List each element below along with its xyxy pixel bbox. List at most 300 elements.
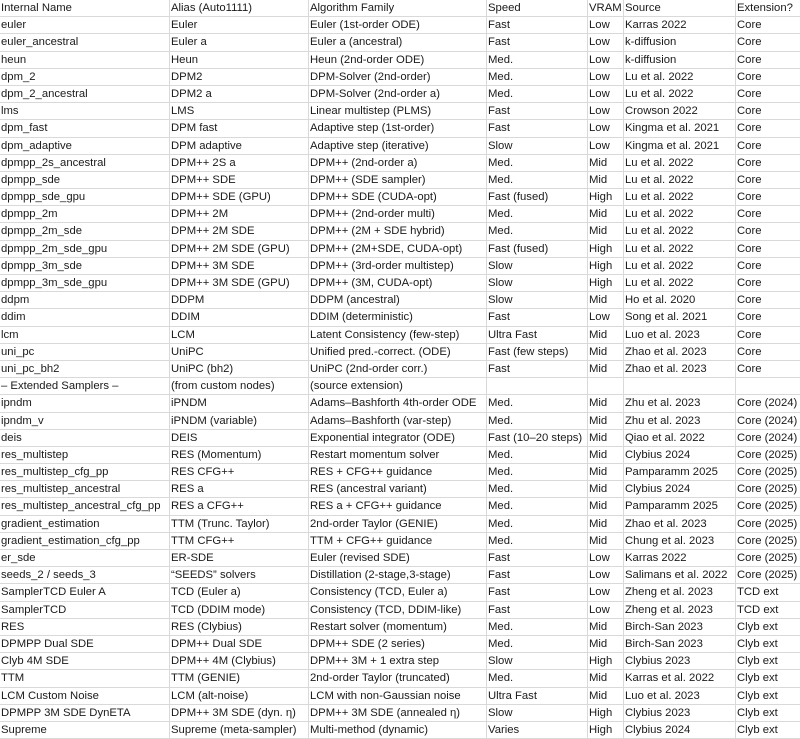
table-cell[interactable]: Clyb ext [737, 672, 778, 685]
table-cell[interactable]: Core (2025) [737, 517, 798, 530]
table-cell[interactable]: dpmpp_sde [0, 172, 170, 188]
table-cell[interactable]: DPM++ 2M SDE [170, 223, 309, 239]
table-cell[interactable]: Karras 2022 [624, 17, 736, 33]
table-cell[interactable]: 2nd-order Taylor (GENIE) [309, 516, 487, 532]
table-cell[interactable]: Core [737, 87, 762, 100]
table-cell[interactable]: Luo et al. 2023 [624, 327, 736, 343]
table-cell[interactable]: Med. [487, 498, 588, 514]
table-cell[interactable]: Core [737, 311, 762, 324]
table-cell[interactable]: Lu et al. 2022 [624, 223, 736, 239]
table-cell[interactable] [487, 378, 588, 394]
table-cell[interactable]: Varies [487, 722, 588, 738]
table-cell[interactable]: uni_pc_bh2 [0, 361, 170, 377]
table-cell[interactable]: (from custom nodes) [170, 378, 309, 394]
table-cell[interactable]: DPM++ (3M, CUDA-opt) [309, 275, 487, 291]
table-cell[interactable]: Lu et al. 2022 [624, 155, 736, 171]
table-cell[interactable]: Low [588, 550, 624, 566]
table-cell[interactable]: res_multistep [0, 447, 170, 463]
table-cell[interactable]: Core (2025) [737, 569, 798, 582]
table-cell[interactable]: UniPC [170, 344, 309, 360]
table-cell[interactable]: Fast [487, 17, 588, 33]
table-cell[interactable]: Mid [588, 413, 624, 429]
table-cell[interactable]: Core (2025) [737, 552, 798, 564]
table-cell[interactable]: Core [737, 294, 762, 307]
table-cell[interactable]: DPM++ SDE (CUDA-opt) [309, 189, 487, 205]
table-cell[interactable]: Core (2025) [737, 534, 798, 547]
table-cell[interactable]: Mid [588, 155, 624, 171]
table-cell[interactable]: SamplerTCD [0, 602, 170, 618]
table-cell[interactable]: Birch-San 2023 [624, 619, 736, 635]
table-cell[interactable]: LMS [170, 103, 309, 119]
table-cell[interactable]: Fast [487, 602, 588, 618]
table-cell[interactable]: Med. [487, 155, 588, 171]
table-cell[interactable]: Clyb ext [737, 706, 778, 719]
table-cell[interactable]: Mid [588, 206, 624, 222]
table-cell[interactable]: euler [0, 17, 170, 33]
column-header[interactable]: Internal Name [0, 0, 170, 16]
table-cell[interactable]: Consistency (TCD, Euler a) [309, 584, 487, 600]
table-cell[interactable]: High [588, 705, 624, 721]
table-cell[interactable]: Core [737, 139, 762, 152]
table-cell[interactable]: Core [737, 191, 762, 204]
table-cell[interactable]: Consistency (TCD, DDIM-like) [309, 602, 487, 618]
table-cell[interactable]: DPM++ 3M SDE (dyn. η) [170, 705, 309, 721]
table-cell[interactable]: Med. [487, 206, 588, 222]
table-cell[interactable]: Fast [487, 567, 588, 583]
table-cell[interactable]: “SEEDS” solvers [170, 567, 309, 583]
table-cell[interactable]: Med. [487, 533, 588, 549]
table-cell[interactable]: Core [737, 362, 762, 375]
table-cell[interactable]: res_multistep_cfg_pp [0, 464, 170, 480]
table-cell[interactable]: Med. [487, 395, 588, 411]
table-cell[interactable] [736, 378, 800, 394]
table-cell[interactable]: uni_pc [0, 344, 170, 360]
table-cell[interactable]: SamplerTCD Euler A [0, 584, 170, 600]
table-cell[interactable]: Low [588, 309, 624, 325]
table-cell[interactable]: Fast [487, 584, 588, 600]
table-cell[interactable]: Mid [588, 481, 624, 497]
table-cell[interactable]: Core (2025) [737, 483, 798, 496]
table-cell[interactable]: DPM2 [170, 69, 309, 85]
table-cell[interactable]: DPM-Solver (2nd-order) [309, 69, 487, 85]
table-cell[interactable]: Clybius 2024 [624, 447, 736, 463]
table-cell[interactable]: DPM++ (2nd-order multi) [309, 206, 487, 222]
table-cell[interactable]: Mid [588, 533, 624, 549]
table-cell[interactable]: Heun (2nd-order ODE) [309, 52, 487, 68]
table-cell[interactable]: dpm_adaptive [0, 138, 170, 154]
table-cell[interactable]: Med. [487, 447, 588, 463]
table-cell[interactable]: Lu et al. 2022 [624, 69, 736, 85]
table-cell[interactable]: Core (2024) [737, 397, 798, 410]
table-cell[interactable]: TTM + CFG++ guidance [309, 533, 487, 549]
table-cell[interactable]: Mid [588, 670, 624, 686]
table-cell[interactable]: Mid [588, 516, 624, 532]
table-cell[interactable]: Zhu et al. 2023 [624, 413, 736, 429]
table-cell[interactable]: UniPC (bh2) [170, 361, 309, 377]
table-cell[interactable]: Multi-method (dynamic) [309, 722, 487, 738]
table-cell[interactable]: Low [588, 138, 624, 154]
table-cell[interactable]: LCM [170, 327, 309, 343]
table-cell[interactable]: Euler a (ancestral) [309, 34, 487, 50]
table-cell[interactable]: Lu et al. 2022 [624, 258, 736, 274]
table-cell[interactable]: Low [588, 567, 624, 583]
table-cell[interactable]: seeds_2 / seeds_3 [0, 567, 170, 583]
table-cell[interactable]: Slow [487, 138, 588, 154]
table-cell[interactable]: Mid [588, 292, 624, 308]
table-cell[interactable]: Clybius 2024 [624, 722, 736, 738]
table-cell[interactable]: DDIM [170, 309, 309, 325]
table-cell[interactable]: dpmpp_3m_sde [0, 258, 170, 274]
table-cell[interactable]: RES (Clybius) [170, 619, 309, 635]
table-cell[interactable]: ddim [0, 309, 170, 325]
table-cell[interactable]: High [588, 189, 624, 205]
table-cell[interactable]: Clyb ext [737, 637, 778, 650]
table-cell[interactable]: Low [588, 69, 624, 85]
table-cell[interactable]: Lu et al. 2022 [624, 241, 736, 257]
table-cell[interactable]: Zheng et al. 2023 [624, 584, 736, 600]
table-cell[interactable]: iPNDM [170, 395, 309, 411]
table-cell[interactable]: Clyb ext [737, 689, 778, 702]
table-cell[interactable]: Karras 2022 [624, 550, 736, 566]
table-cell[interactable]: Lu et al. 2022 [624, 189, 736, 205]
table-cell[interactable]: TTM [0, 670, 170, 686]
table-cell[interactable]: Core [737, 242, 762, 255]
table-cell[interactable]: Low [588, 86, 624, 102]
table-cell[interactable]: Low [588, 17, 624, 33]
column-header[interactable]: Source [624, 0, 736, 16]
table-cell[interactable]: ddpm [0, 292, 170, 308]
table-cell[interactable]: iPNDM (variable) [170, 413, 309, 429]
table-cell[interactable]: Restart momentum solver [309, 447, 487, 463]
table-cell[interactable]: res_multistep_ancestral_cfg_pp [0, 498, 170, 514]
table-cell[interactable]: Core (2024) [737, 431, 798, 444]
table-cell[interactable]: deis [0, 430, 170, 446]
table-cell[interactable]: Mid [588, 636, 624, 652]
table-cell[interactable]: ER-SDE [170, 550, 309, 566]
table-cell[interactable]: Slow [487, 292, 588, 308]
table-cell[interactable]: Mid [588, 327, 624, 343]
table-cell[interactable]: High [588, 258, 624, 274]
table-cell[interactable]: dpmpp_2m_sde [0, 223, 170, 239]
table-cell[interactable]: TCD (DDIM mode) [170, 602, 309, 618]
table-cell[interactable]: (source extension) [309, 378, 487, 394]
table-cell[interactable]: DPM++ 2M [170, 206, 309, 222]
table-cell[interactable]: Low [588, 34, 624, 50]
table-cell[interactable]: DPM++ Dual SDE [170, 636, 309, 652]
table-cell[interactable]: DPM++ (2M + SDE hybrid) [309, 223, 487, 239]
table-cell[interactable]: DPMPP Dual SDE [0, 636, 170, 652]
table-cell[interactable]: LCM (alt-noise) [170, 688, 309, 704]
table-cell[interactable]: LCM with non-Gaussian noise [309, 688, 487, 704]
table-cell[interactable]: Low [588, 52, 624, 68]
table-cell[interactable]: High [588, 722, 624, 738]
table-cell[interactable]: DPM++ 3M SDE [170, 258, 309, 274]
table-cell[interactable]: DPM++ 2S a [170, 155, 309, 171]
table-cell[interactable]: Med. [487, 464, 588, 480]
table-cell[interactable]: Mid [588, 688, 624, 704]
table-cell[interactable]: TTM (GENIE) [170, 670, 309, 686]
table-cell[interactable] [624, 378, 736, 394]
table-cell[interactable]: DPM++ 3M SDE (GPU) [170, 275, 309, 291]
table-cell[interactable]: ipndm_v [0, 413, 170, 429]
table-cell[interactable]: euler_ancestral [0, 34, 170, 50]
table-cell[interactable]: Clybius 2023 [624, 653, 736, 669]
table-cell[interactable]: Clyb ext [737, 655, 778, 668]
table-cell[interactable]: TCD (Euler a) [170, 584, 309, 600]
table-cell[interactable]: Euler a [170, 34, 309, 50]
table-cell[interactable]: Med. [487, 413, 588, 429]
table-cell[interactable]: gradient_estimation_cfg_pp [0, 533, 170, 549]
table-cell[interactable]: 2nd-order Taylor (truncated) [309, 670, 487, 686]
table-cell[interactable]: DPM-Solver (2nd-order a) [309, 86, 487, 102]
table-cell[interactable]: Clyb 4M SDE [0, 653, 170, 669]
column-header[interactable]: Alias (Auto1111) [170, 0, 309, 16]
table-cell[interactable]: Mid [588, 395, 624, 411]
table-cell[interactable]: Core (2025) [737, 466, 798, 479]
table-cell[interactable]: DPM++ (3rd-order multistep) [309, 258, 487, 274]
table-cell[interactable]: Core (2024) [737, 414, 798, 427]
table-cell[interactable]: Adaptive step (1st-order) [309, 120, 487, 136]
table-cell[interactable]: DDIM (deterministic) [309, 309, 487, 325]
table-cell[interactable]: Fast (few steps) [487, 344, 588, 360]
table-cell[interactable]: Fast [487, 309, 588, 325]
table-cell[interactable]: Chung et al. 2023 [624, 533, 736, 549]
table-cell[interactable]: Fast (fused) [487, 241, 588, 257]
table-cell[interactable]: Med. [487, 69, 588, 85]
table-cell[interactable]: Slow [487, 275, 588, 291]
table-cell[interactable] [588, 378, 624, 394]
table-cell[interactable]: Zhao et al. 2023 [624, 516, 736, 532]
table-cell[interactable]: Med. [487, 52, 588, 68]
table-cell[interactable]: Mid [588, 172, 624, 188]
table-cell[interactable]: Lu et al. 2022 [624, 172, 736, 188]
table-cell[interactable]: DPM++ 3M SDE (annealed η) [309, 705, 487, 721]
table-cell[interactable]: – Extended Samplers – [0, 378, 170, 394]
table-cell[interactable]: Core [737, 122, 762, 135]
table-cell[interactable]: dpmpp_sde_gpu [0, 189, 170, 205]
table-cell[interactable]: Karras et al. 2022 [624, 670, 736, 686]
table-cell[interactable]: Clyb ext [737, 723, 778, 736]
table-cell[interactable]: Qiao et al. 2022 [624, 430, 736, 446]
table-cell[interactable]: Core [737, 36, 762, 49]
table-cell[interactable]: dpmpp_2s_ancestral [0, 155, 170, 171]
table-cell[interactable]: Kingma et al. 2021 [624, 120, 736, 136]
table-cell[interactable]: Euler (revised SDE) [309, 550, 487, 566]
table-cell[interactable]: Adams–Bashforth 4th-order ODE [309, 395, 487, 411]
table-cell[interactable]: Fast [487, 550, 588, 566]
table-cell[interactable]: Adams–Bashforth (var-step) [309, 413, 487, 429]
table-cell[interactable]: DPM++ SDE (GPU) [170, 189, 309, 205]
table-cell[interactable]: lms [0, 103, 170, 119]
table-cell[interactable]: Clybius 2023 [624, 705, 736, 721]
table-cell[interactable]: Mid [588, 361, 624, 377]
table-cell[interactable]: gradient_estimation [0, 516, 170, 532]
table-cell[interactable]: DPM++ (SDE sampler) [309, 172, 487, 188]
table-cell[interactable]: Mid [588, 447, 624, 463]
table-cell[interactable]: Fast [487, 361, 588, 377]
table-cell[interactable]: Heun [170, 52, 309, 68]
table-cell[interactable]: er_sde [0, 550, 170, 566]
column-header[interactable]: VRAM [588, 0, 624, 16]
table-cell[interactable]: DPM2 a [170, 86, 309, 102]
table-cell[interactable]: Mid [588, 464, 624, 480]
table-cell[interactable]: LCM Custom Noise [0, 688, 170, 704]
table-cell[interactable]: High [588, 653, 624, 669]
table-cell[interactable]: Lu et al. 2022 [624, 86, 736, 102]
column-header[interactable]: Speed [487, 0, 588, 16]
table-cell[interactable]: Core [737, 156, 762, 169]
table-cell[interactable]: RES (Momentum) [170, 447, 309, 463]
table-cell[interactable]: Zhao et al. 2023 [624, 344, 736, 360]
table-cell[interactable]: Supreme (meta-sampler) [170, 722, 309, 738]
table-cell[interactable]: Core [737, 345, 762, 358]
table-cell[interactable]: DPM++ 3M + 1 extra step [309, 653, 487, 669]
table-cell[interactable]: DPM++ 2M SDE (GPU) [170, 241, 309, 257]
table-cell[interactable]: Core [737, 208, 762, 221]
table-cell[interactable]: Pamparamm 2025 [624, 464, 736, 480]
table-cell[interactable]: Ho et al. 2020 [624, 292, 736, 308]
table-cell[interactable]: heun [0, 52, 170, 68]
table-cell[interactable]: Core [737, 173, 762, 186]
table-cell[interactable]: Luo et al. 2023 [624, 688, 736, 704]
table-cell[interactable]: dpm_fast [0, 120, 170, 136]
table-cell[interactable]: Low [588, 103, 624, 119]
table-cell[interactable]: Fast [487, 103, 588, 119]
table-cell[interactable]: dpmpp_2m [0, 206, 170, 222]
table-cell[interactable]: Mid [588, 619, 624, 635]
table-cell[interactable]: Mid [588, 498, 624, 514]
table-cell[interactable]: Pamparamm 2025 [624, 498, 736, 514]
table-cell[interactable]: Low [588, 602, 624, 618]
table-cell[interactable]: Birch-San 2023 [624, 636, 736, 652]
table-cell[interactable]: Core (2025) [737, 448, 798, 461]
table-cell[interactable]: Fast [487, 120, 588, 136]
table-cell[interactable]: TTM CFG++ [170, 533, 309, 549]
table-cell[interactable]: Core [737, 225, 762, 238]
table-cell[interactable]: Core [737, 70, 762, 83]
table-cell[interactable]: Euler [170, 17, 309, 33]
table-cell[interactable]: Slow [487, 258, 588, 274]
table-cell[interactable]: Zhao et al. 2023 [624, 361, 736, 377]
table-cell[interactable]: Core [737, 105, 762, 118]
table-cell[interactable]: Med. [487, 619, 588, 635]
table-cell[interactable]: Fast [487, 34, 588, 50]
table-cell[interactable]: Mid [588, 430, 624, 446]
table-cell[interactable]: Mid [588, 223, 624, 239]
table-cell[interactable]: UniPC (2nd-order corr.) [309, 361, 487, 377]
table-cell[interactable]: Core [737, 53, 762, 66]
column-header[interactable]: Extension? [737, 2, 793, 14]
table-cell[interactable]: Linear multistep (PLMS) [309, 103, 487, 119]
table-cell[interactable]: Adaptive step (iterative) [309, 138, 487, 154]
table-cell[interactable]: Clyb ext [737, 620, 778, 633]
table-cell[interactable]: Ultra Fast [487, 327, 588, 343]
table-cell[interactable]: RES a + CFG++ guidance [309, 498, 487, 514]
table-cell[interactable]: k-diffusion [624, 34, 736, 50]
table-cell[interactable]: Song et al. 2021 [624, 309, 736, 325]
table-cell[interactable]: Core [737, 19, 762, 32]
table-cell[interactable]: dpm_2 [0, 69, 170, 85]
table-cell[interactable]: High [588, 275, 624, 291]
table-cell[interactable]: Kingma et al. 2021 [624, 138, 736, 154]
table-cell[interactable]: RES + CFG++ guidance [309, 464, 487, 480]
table-cell[interactable]: Latent Consistency (few-step) [309, 327, 487, 343]
table-cell[interactable]: RES a CFG++ [170, 498, 309, 514]
table-cell[interactable]: Lu et al. 2022 [624, 275, 736, 291]
table-cell[interactable]: Slow [487, 653, 588, 669]
table-cell[interactable]: Low [588, 120, 624, 136]
table-cell[interactable]: DPMPP 3M SDE DynETA [0, 705, 170, 721]
table-cell[interactable]: Euler (1st-order ODE) [309, 17, 487, 33]
table-cell[interactable]: DEIS [170, 430, 309, 446]
table-cell[interactable]: Med. [487, 516, 588, 532]
table-cell[interactable]: ipndm [0, 395, 170, 411]
table-cell[interactable]: DPM++ SDE (2 series) [309, 636, 487, 652]
table-cell[interactable]: res_multistep_ancestral [0, 481, 170, 497]
table-cell[interactable]: RES CFG++ [170, 464, 309, 480]
table-cell[interactable]: Med. [487, 481, 588, 497]
table-cell[interactable]: DPM++ (2M+SDE, CUDA-opt) [309, 241, 487, 257]
table-cell[interactable]: Med. [487, 670, 588, 686]
table-cell[interactable]: Clybius 2024 [624, 481, 736, 497]
table-cell[interactable]: Salimans et al. 2022 [624, 567, 736, 583]
table-cell[interactable]: DPM++ 4M (Clybius) [170, 653, 309, 669]
table-cell[interactable]: lcm [0, 327, 170, 343]
table-cell[interactable]: dpmpp_2m_sde_gpu [0, 241, 170, 257]
table-cell[interactable]: Lu et al. 2022 [624, 206, 736, 222]
table-cell[interactable]: TCD ext [737, 603, 779, 616]
table-cell[interactable]: RES [0, 619, 170, 635]
table-cell[interactable]: dpm_2_ancestral [0, 86, 170, 102]
table-cell[interactable]: Med. [487, 86, 588, 102]
table-cell[interactable]: Fast (fused) [487, 189, 588, 205]
table-cell[interactable]: RES (ancestral variant) [309, 481, 487, 497]
table-cell[interactable]: Core (2025) [737, 500, 798, 513]
table-cell[interactable]: Med. [487, 223, 588, 239]
table-cell[interactable]: Low [588, 584, 624, 600]
table-cell[interactable]: TCD ext [737, 586, 779, 599]
table-cell[interactable]: DDPM [170, 292, 309, 308]
table-cell[interactable]: k-diffusion [624, 52, 736, 68]
table-cell[interactable]: DPM adaptive [170, 138, 309, 154]
table-cell[interactable]: DPM++ (2nd-order a) [309, 155, 487, 171]
table-cell[interactable]: Mid [588, 344, 624, 360]
table-cell[interactable]: Core [737, 259, 762, 272]
table-cell[interactable]: TTM (Trunc. Taylor) [170, 516, 309, 532]
table-cell[interactable]: dpmpp_3m_sde_gpu [0, 275, 170, 291]
table-cell[interactable]: Distillation (2-stage,3-stage) [309, 567, 487, 583]
table-cell[interactable]: Med. [487, 172, 588, 188]
table-cell[interactable]: Core [737, 277, 762, 289]
table-cell[interactable]: Zheng et al. 2023 [624, 602, 736, 618]
table-cell[interactable]: RES a [170, 481, 309, 497]
table-cell[interactable]: Crowson 2022 [624, 103, 736, 119]
table-cell[interactable]: Med. [487, 636, 588, 652]
table-cell[interactable]: DPM fast [170, 120, 309, 136]
table-cell[interactable]: Ultra Fast [487, 688, 588, 704]
table-cell[interactable]: Zhu et al. 2023 [624, 395, 736, 411]
table-cell[interactable]: Unified pred.-correct. (ODE) [309, 344, 487, 360]
table-cell[interactable]: Restart solver (momentum) [309, 619, 487, 635]
table-cell[interactable]: Fast (10–20 steps) [487, 430, 588, 446]
table-cell[interactable]: Exponential integrator (ODE) [309, 430, 487, 446]
table-cell[interactable]: Supreme [0, 722, 170, 738]
table-cell[interactable]: Slow [487, 705, 588, 721]
table-cell[interactable]: DDPM (ancestral) [309, 292, 487, 308]
table-cell[interactable]: Core [737, 328, 762, 341]
table-cell[interactable]: High [588, 241, 624, 257]
column-header[interactable]: Algorithm Family [309, 0, 487, 16]
